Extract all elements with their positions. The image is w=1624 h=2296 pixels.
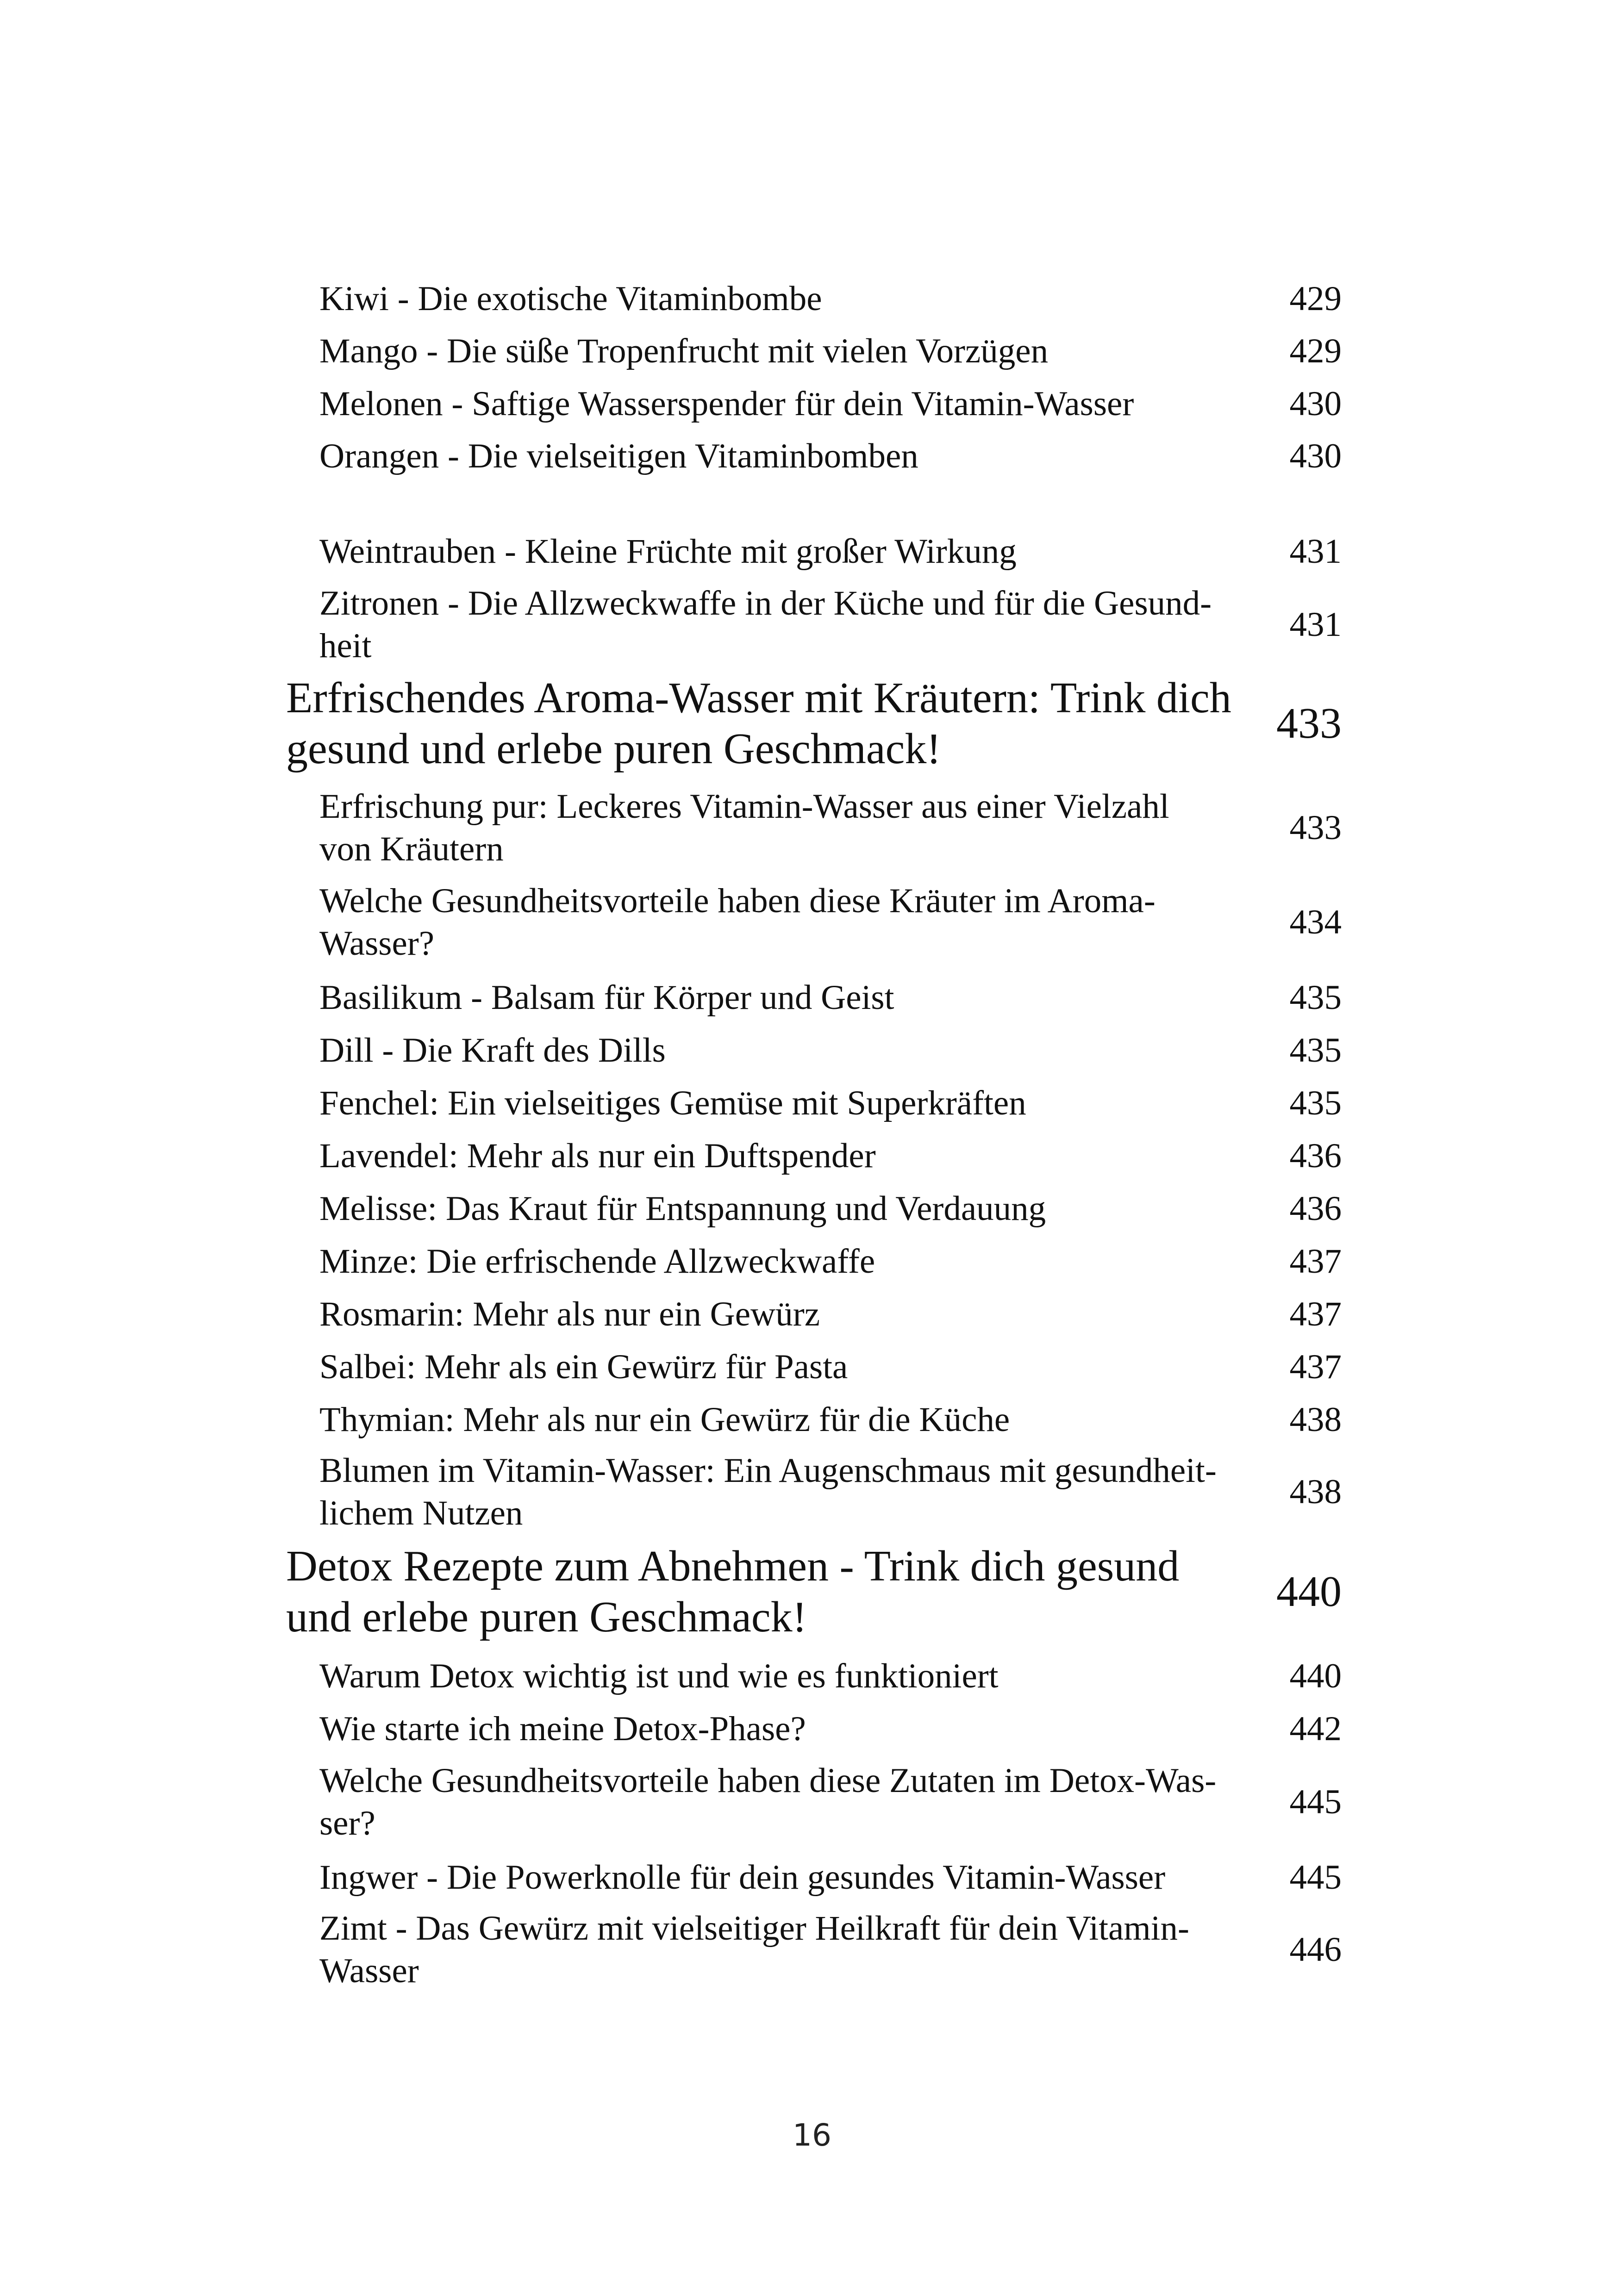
toc-entry[interactable] — [286, 1856, 1342, 1899]
toc-chapter[interactable] — [286, 672, 1342, 774]
toc-entry-page-number: 435 — [1289, 1084, 1342, 1122]
toc-entry-page-number: 433 — [1289, 809, 1342, 847]
toc-entry-page-number: 438 — [1289, 1400, 1342, 1439]
toc-entry[interactable] — [286, 1293, 1342, 1336]
toc-entry-page-number: 430 — [1289, 437, 1342, 475]
toc-entry[interactable] — [286, 383, 1342, 425]
toc-entry-page-number: 430 — [1289, 385, 1342, 423]
toc-entry[interactable] — [286, 1029, 1342, 1072]
toc-entry-title: Weintrauben - Kleine Früchte mit großer Wirkung — [319, 532, 1017, 571]
toc-entry-title: Warum Detox wichtig ist und wie es funktioniert — [319, 1657, 999, 1695]
toc-chapter[interactable] — [286, 1541, 1342, 1643]
toc-entry[interactable] — [286, 1346, 1342, 1388]
toc-entry[interactable] — [286, 1240, 1342, 1283]
toc-entry-page-number: 431 — [1289, 532, 1342, 571]
toc-entry[interactable] — [286, 435, 1342, 478]
toc-entry-title: Orangen - Die vielseitigen Vitaminbomben — [319, 437, 918, 475]
toc-chapter-title: Detox Rezepte zum Abnehmen - Trink dich gesund und erlebe puren Geschmack! — [286, 1542, 1180, 1641]
toc-entry[interactable] — [286, 1907, 1342, 1992]
toc-chapter-title: Erfrischendes Aroma-Wasser mit Kräutern: Trink dich gesund und erlebe puren Geschmack! — [286, 674, 1231, 773]
toc-entry-page-number: 446 — [1289, 1930, 1342, 1969]
toc-entry-title: Melisse: Das Kraut für Entspannung und Verdauung — [319, 1189, 1046, 1228]
toc-entry[interactable] — [286, 1760, 1342, 1845]
toc-entry[interactable] — [286, 977, 1342, 1019]
toc-entry-title: Basilikum - Balsam für Körper und Geist — [319, 978, 894, 1017]
toc-entry-page-number: 442 — [1289, 1710, 1342, 1748]
toc-entry-title: Kiwi - Die exotische Vitaminbombe — [319, 280, 822, 318]
toc-entry-page-number: 429 — [1289, 332, 1342, 370]
page-number-footer: 16 — [793, 2117, 831, 2153]
toc-entry-page-number: 436 — [1289, 1137, 1342, 1175]
toc-entry-page-number: 429 — [1289, 280, 1342, 318]
toc-entry[interactable] — [286, 1135, 1342, 1177]
toc-chapter-page-number: 440 — [1276, 1568, 1342, 1616]
toc-entry[interactable] — [286, 785, 1342, 871]
toc-entry[interactable] — [286, 1082, 1342, 1125]
toc-entry-page-number: 445 — [1289, 1858, 1342, 1897]
toc-entry[interactable] — [286, 1188, 1342, 1230]
toc-entry-page-number: 437 — [1289, 1295, 1342, 1333]
toc-entry[interactable] — [286, 1708, 1342, 1750]
toc-entry-title: Welche Gesundheitsvorteile haben diese Zutaten im Detox-Was- ser? — [319, 1761, 1217, 1842]
toc-entry[interactable] — [286, 1399, 1342, 1441]
toc-entry-title: Zitronen - Die Allzweckwaffe in der Küche und für die Gesund- heit — [319, 584, 1212, 665]
toc-entry-title: Wie starte ich meine Detox-Phase? — [319, 1710, 806, 1748]
toc-entry-title: Lavendel: Mehr als nur ein Duftspender — [319, 1137, 876, 1175]
toc-entry[interactable] — [286, 1655, 1342, 1698]
toc-entry[interactable] — [286, 1450, 1342, 1535]
toc-entry-title: Thymian: Mehr als nur ein Gewürz für die Küche — [319, 1400, 1010, 1439]
toc-entry[interactable] — [286, 330, 1342, 373]
toc-entry-page-number: 437 — [1289, 1348, 1342, 1386]
toc-entry[interactable] — [286, 278, 1342, 320]
toc-entry-title: Ingwer - Die Powerknolle für dein gesundes Vitamin-Wasser — [319, 1858, 1166, 1897]
toc-entry-page-number: 445 — [1289, 1783, 1342, 1821]
toc-entry-page-number: 434 — [1289, 903, 1342, 941]
toc-entry-page-number: 438 — [1289, 1473, 1342, 1511]
toc-entry-title: Salbei: Mehr als ein Gewürz für Pasta — [319, 1348, 848, 1386]
toc-chapter-page-number: 433 — [1276, 699, 1342, 747]
toc-entry-page-number: 440 — [1289, 1657, 1342, 1695]
toc-entry-title: Minze: Die erfrischende Allzweckwaffe — [319, 1242, 875, 1281]
toc-entry-title: Mango - Die süße Tropenfrucht mit vielen Vorzügen — [319, 332, 1049, 370]
toc-entry-page-number: 436 — [1289, 1189, 1342, 1228]
toc-entry-title: Blumen im Vitamin-Wasser: Ein Augenschmaus mit gesundheit- lichem Nutzen — [319, 1451, 1217, 1532]
toc-entry-title: Melonen - Saftige Wasserspender für dein Vitamin-Wasser — [319, 385, 1134, 423]
toc-entry-title: Erfrischung pur: Leckeres Vitamin-Wasser aus einer Vielzahl von Kräutern — [319, 787, 1169, 868]
toc-entry-page-number: 437 — [1289, 1242, 1342, 1281]
toc-entry[interactable] — [286, 582, 1342, 667]
toc-entry-title: Dill - Die Kraft des Dills — [319, 1031, 666, 1070]
toc-entry-title: Rosmarin: Mehr als nur ein Gewürz — [319, 1295, 820, 1333]
toc-entry-page-number: 435 — [1289, 1031, 1342, 1070]
toc-entry[interactable] — [286, 530, 1342, 573]
toc-entry-title: Zimt - Das Gewürz mit vielseitiger Heilkraft für dein Vitamin- Wasser — [319, 1909, 1189, 1990]
toc-entry-page-number: 435 — [1289, 978, 1342, 1017]
toc-entry-page-number: 431 — [1289, 605, 1342, 644]
toc-entry-title: Fenchel: Ein vielseitiges Gemüse mit Superkräften — [319, 1084, 1026, 1122]
toc-entry-title: Welche Gesundheitsvorteile haben diese Kräuter im Aroma- Wasser? — [319, 882, 1156, 963]
toc-entry[interactable] — [286, 880, 1342, 965]
